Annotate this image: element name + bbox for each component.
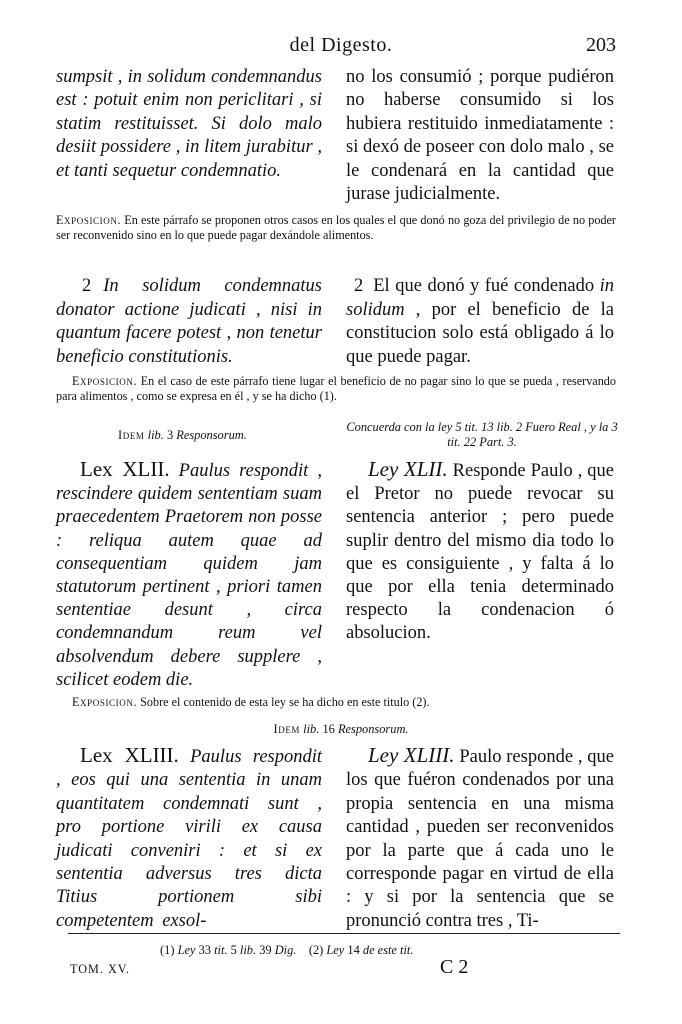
latin-lex-43: Lex XLIII. Paulus respondit , eos qui una sententia in unam quantitatem condemnati sunt , pro portione virili ex causa judicati conveniri : et si ex sententia adversus tres dicta Titius portionem sibi competentem exsol-: [56, 743, 323, 931]
spanish-ley-42: Ley XLII. Responde Paulo , que el Pretor no puede revocar su sentencia anterior ; pero puede suplir dentro del mismo dia todo lo que es consiguiente , y falta á lo que por ella tenia determinado respecto la condenacion ó absolucion.: [346, 457, 615, 644]
paragraph-number: 2: [354, 276, 364, 296]
spanish-text-block-1: no los consumió ; porque pudiéron no haberse consumido si los hubiera restituido inmediatamente : si dexó de poseer con dolo malo , se le condenará en la cantidad que jurase judicialmente.: [346, 67, 614, 205]
running-title: del Digesto.: [289, 34, 393, 56]
exposicion-2: [56, 374, 616, 404]
spanish-paragraph-2: 2 El que donó y fué condenado in solidum , por el beneficio de la constitucion solo está obligado á lo que puede pagar.: [346, 276, 614, 367]
exposicion-label: Exposicion.: [56, 213, 122, 227]
latin-paragraph-2: 2 In solidum condemnatus donator actione judicati , nisi in quantum facere potest , non tenetur beneficio constitutionis.: [56, 276, 322, 367]
exposicion-label: Exposicion.: [72, 374, 138, 388]
law-heading: Ley XLII.: [368, 457, 448, 481]
exposicion-1: [56, 213, 616, 243]
spanish-ley-43: Ley XLIII. Paulo responde , que los que fuéron condenados por una propia sentencia en una misma cantidad , pueden ser reconvenidos por la parte que á cada uno le corresponde pagar en virtud de ella : y si por la sentencia que se pronunció contra tres , Ti-: [346, 743, 614, 931]
exposicion-label: Exposicion.: [72, 695, 138, 709]
signature-mark: C 2: [440, 956, 469, 978]
source-reference-43: Idem lib. 16 Responsorum.: [273, 722, 409, 736]
exposicion-text: Sobre el contenido de esta ley se ha dicho en este titulo (2).: [140, 695, 430, 709]
law-heading: Lex XLII.: [80, 457, 170, 481]
latin-lex-42: Lex XLII. Paulus respondit , rescindere quidem sententiam suam praecedentem Praetorem non posse : reliqua autem quae ad consequentiam quidem jam statutorum pertinent , priori tamen sententiae desunt , circa condemnandum reum vel absolvendum debere supplere , scilicet eodem die.: [56, 457, 323, 690]
footnote-1: (1) Ley 33 tit. 5 lib. 39 Dig.: [160, 943, 297, 957]
source-reference-42: Idem lib. 3 Responsorum.: [118, 428, 247, 442]
page-number: 203: [586, 34, 616, 56]
footnotes: [160, 943, 413, 958]
law-heading: Lex XLIII.: [80, 743, 179, 767]
law-heading: Ley XLIII.: [368, 743, 455, 767]
concordance-note: Concuerda con la ley 5 tit. 13 lib. 2 Fuero Real , y la 3 tit. 22 Part. 3.: [346, 420, 618, 449]
latin-text-block-1: sumpsit , in solidum condemnandus est : potuit enim non periclitari , si statim restituisset. Si dolo malo desiit possidere , in litem jurabitur , et tanti sequetur condemnatio.: [56, 67, 322, 181]
footnote-2: (2) Ley 14 de este tit.: [308, 943, 414, 957]
footnote-divider: [68, 933, 620, 934]
exposicion-3: [56, 695, 616, 710]
volume-mark: TOM. XV.: [70, 962, 131, 976]
exposicion-text: En este párrafo se proponen otros casos en los quales el que donó no goza del privilegio de no poder ser reconvenido sino en lo que puede pagar dexándole alimentos.: [56, 213, 616, 242]
paragraph-number: 2: [82, 276, 92, 296]
exposicion-text: En el caso de este párrafo tiene lugar el beneficio de no pagar sino lo que se pueda , reservando para alimentos , como se expresa en él , y se ha dicho (1).: [56, 374, 616, 403]
